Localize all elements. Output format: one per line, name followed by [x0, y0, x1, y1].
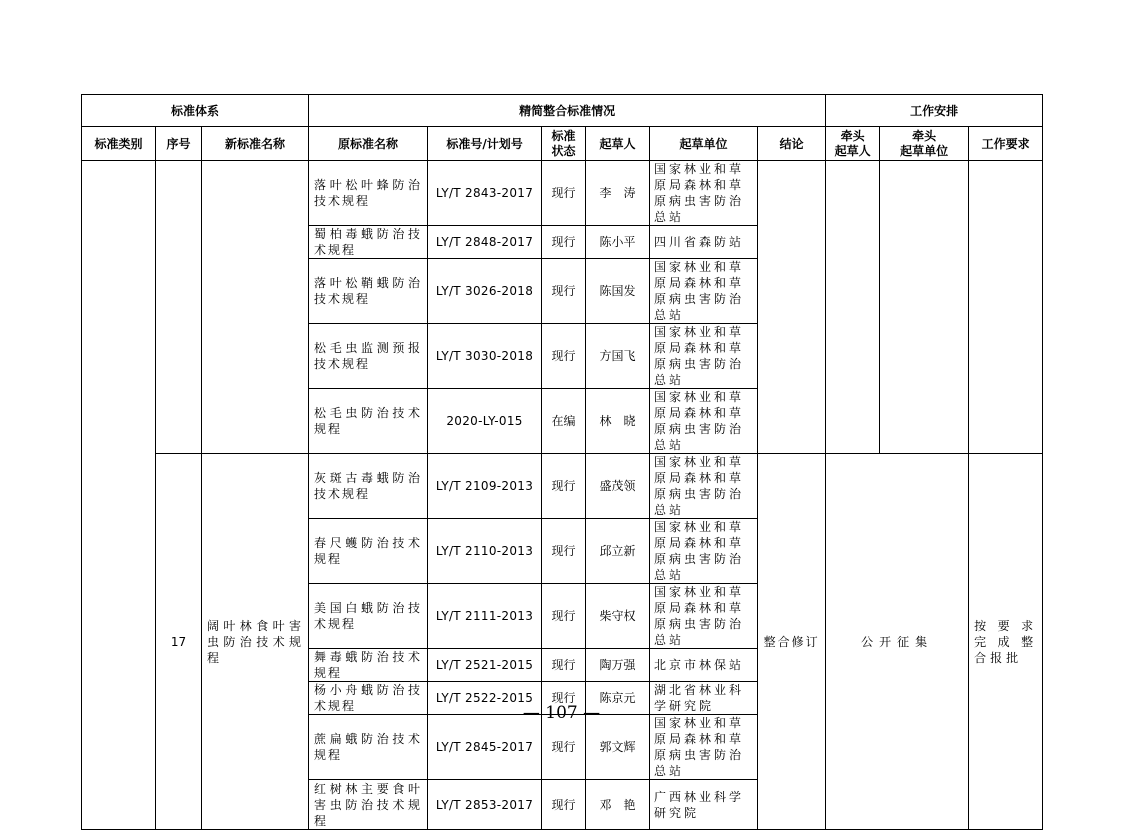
orig-name-cell: 蔗扁蛾防治技术规程 — [309, 715, 428, 780]
col-header-requirement: 工作要求 — [969, 127, 1043, 161]
page-number: — 107 — — [522, 703, 601, 723]
lead-drafter-cell-empty — [826, 161, 880, 454]
orig-name-cell: 舞毒蛾防治技术规程 — [309, 649, 428, 682]
drafter-cell: 陈京元 — [586, 682, 650, 715]
col-header-category: 标准类别 — [82, 127, 156, 161]
code-cell: LY/T 3030-2018 — [428, 324, 542, 389]
drafting-unit-cell: 湖北省林业科学研究院 — [650, 682, 758, 715]
conclusion-cell-empty — [758, 161, 826, 454]
code-cell: LY/T 2109-2013 — [428, 454, 542, 519]
drafting-unit-cell: 国家林业和草原局森林和草原病虫害防治总站 — [650, 161, 758, 226]
drafter-cell: 方国飞 — [586, 324, 650, 389]
status-cell: 现行 — [542, 454, 586, 519]
drafter-cell: 陈国发 — [586, 259, 650, 324]
drafter-cell: 柴守权 — [586, 584, 650, 649]
status-cell: 现行 — [542, 715, 586, 780]
drafting-unit-cell: 国家林业和草原局森林和草原病虫害防治总站 — [650, 715, 758, 780]
col-header-code: 标准号/计划号 — [428, 127, 542, 161]
group-header-system: 标准体系 — [82, 95, 309, 127]
seq-cell-empty — [156, 161, 202, 454]
code-cell: LY/T 2522-2015 — [428, 682, 542, 715]
orig-name-cell: 松毛虫防治技术规程 — [309, 389, 428, 454]
category-cell — [82, 161, 156, 830]
conclusion-cell: 整合修订 — [758, 454, 826, 830]
drafting-unit-cell: 国家林业和草原局森林和草原病虫害防治总站 — [650, 584, 758, 649]
orig-name-cell: 春尺蠖防治技术规程 — [309, 519, 428, 584]
status-cell: 现行 — [542, 682, 586, 715]
group-header-work: 工作安排 — [826, 95, 1043, 127]
code-cell: LY/T 2843-2017 — [428, 161, 542, 226]
drafter-cell: 李 涛 — [586, 161, 650, 226]
drafting-unit-cell: 广西林业科学研究院 — [650, 780, 758, 830]
code-cell: LY/T 2853-2017 — [428, 780, 542, 830]
drafter-cell: 陈小平 — [586, 226, 650, 259]
table-row — [82, 161, 1043, 226]
drafter-cell: 林 晓 — [586, 389, 650, 454]
orig-name-cell: 落叶松鞘蛾防治技术规程 — [309, 259, 428, 324]
drafting-unit-cell: 四川省森防站 — [650, 226, 758, 259]
requirement-cell-empty — [969, 161, 1043, 454]
table-row — [82, 454, 1043, 519]
orig-name-cell: 蜀柏毒蛾防治技术规程 — [309, 226, 428, 259]
status-cell: 现行 — [542, 324, 586, 389]
orig-name-cell: 落叶松叶蜂防治技术规程 — [309, 161, 428, 226]
col-header-status: 标准 状态 — [542, 127, 586, 161]
status-cell: 现行 — [542, 584, 586, 649]
col-header-new-name: 新标准名称 — [202, 127, 309, 161]
drafting-unit-cell: 北京市林保站 — [650, 649, 758, 682]
orig-name-cell: 红树林主要食叶害虫防治技术规程 — [309, 780, 428, 830]
orig-name-cell: 灰斑古毒蛾防治技术规程 — [309, 454, 428, 519]
col-header-conclusion: 结论 — [758, 127, 826, 161]
new-name-cell-empty — [202, 161, 309, 454]
code-cell: LY/T 2111-2013 — [428, 584, 542, 649]
lead-unit-cell-empty — [880, 161, 969, 454]
status-cell: 现行 — [542, 780, 586, 830]
code-cell: LY/T 2848-2017 — [428, 226, 542, 259]
drafter-cell: 邓 艳 — [586, 780, 650, 830]
col-header-seq: 序号 — [156, 127, 202, 161]
orig-name-cell: 美国白蛾防治技术规程 — [309, 584, 428, 649]
requirement-cell: 按要求完成整合报批 — [969, 454, 1043, 830]
orig-name-cell: 杨小舟蛾防治技术规程 — [309, 682, 428, 715]
status-cell: 现行 — [542, 226, 586, 259]
status-cell: 现行 — [542, 161, 586, 226]
code-cell: 2020-LY-015 — [428, 389, 542, 454]
col-header-lead-drafter: 牵头 起草人 — [826, 127, 880, 161]
drafter-cell: 郭文辉 — [586, 715, 650, 780]
drafter-cell: 邱立新 — [586, 519, 650, 584]
col-header-drafter: 起草人 — [586, 127, 650, 161]
orig-name-cell: 松毛虫监测预报技术规程 — [309, 324, 428, 389]
code-cell: LY/T 2521-2015 — [428, 649, 542, 682]
drafter-cell: 陶万强 — [586, 649, 650, 682]
code-cell: LY/T 3026-2018 — [428, 259, 542, 324]
lead-unit-cell: 公开征集 — [826, 454, 969, 830]
drafting-unit-cell: 国家林业和草原局森林和草原病虫害防治总站 — [650, 324, 758, 389]
status-cell: 现行 — [542, 649, 586, 682]
code-cell: LY/T 2845-2017 — [428, 715, 542, 780]
status-cell: 现行 — [542, 519, 586, 584]
col-header-drafting-unit: 起草单位 — [650, 127, 758, 161]
new-name-cell: 阔叶林食叶害虫防治技术规程 — [202, 454, 309, 830]
drafting-unit-cell: 国家林业和草原局森林和草原病虫害防治总站 — [650, 519, 758, 584]
drafting-unit-cell: 国家林业和草原局森林和草原病虫害防治总站 — [650, 259, 758, 324]
col-header-lead-unit: 牵头 起草单位 — [880, 127, 969, 161]
group-header-consolidation: 精简整合标准情况 — [309, 95, 826, 127]
code-cell: LY/T 2110-2013 — [428, 519, 542, 584]
drafting-unit-cell: 国家林业和草原局森林和草原病虫害防治总站 — [650, 389, 758, 454]
col-header-orig-name: 原标准名称 — [309, 127, 428, 161]
drafter-cell: 盛茂领 — [586, 454, 650, 519]
status-cell: 现行 — [542, 259, 586, 324]
status-cell: 在编 — [542, 389, 586, 454]
group-header-row — [82, 95, 1043, 127]
drafting-unit-cell: 国家林业和草原局森林和草原病虫害防治总站 — [650, 454, 758, 519]
column-header-row — [82, 127, 1043, 161]
seq-cell: 17 — [156, 454, 202, 830]
